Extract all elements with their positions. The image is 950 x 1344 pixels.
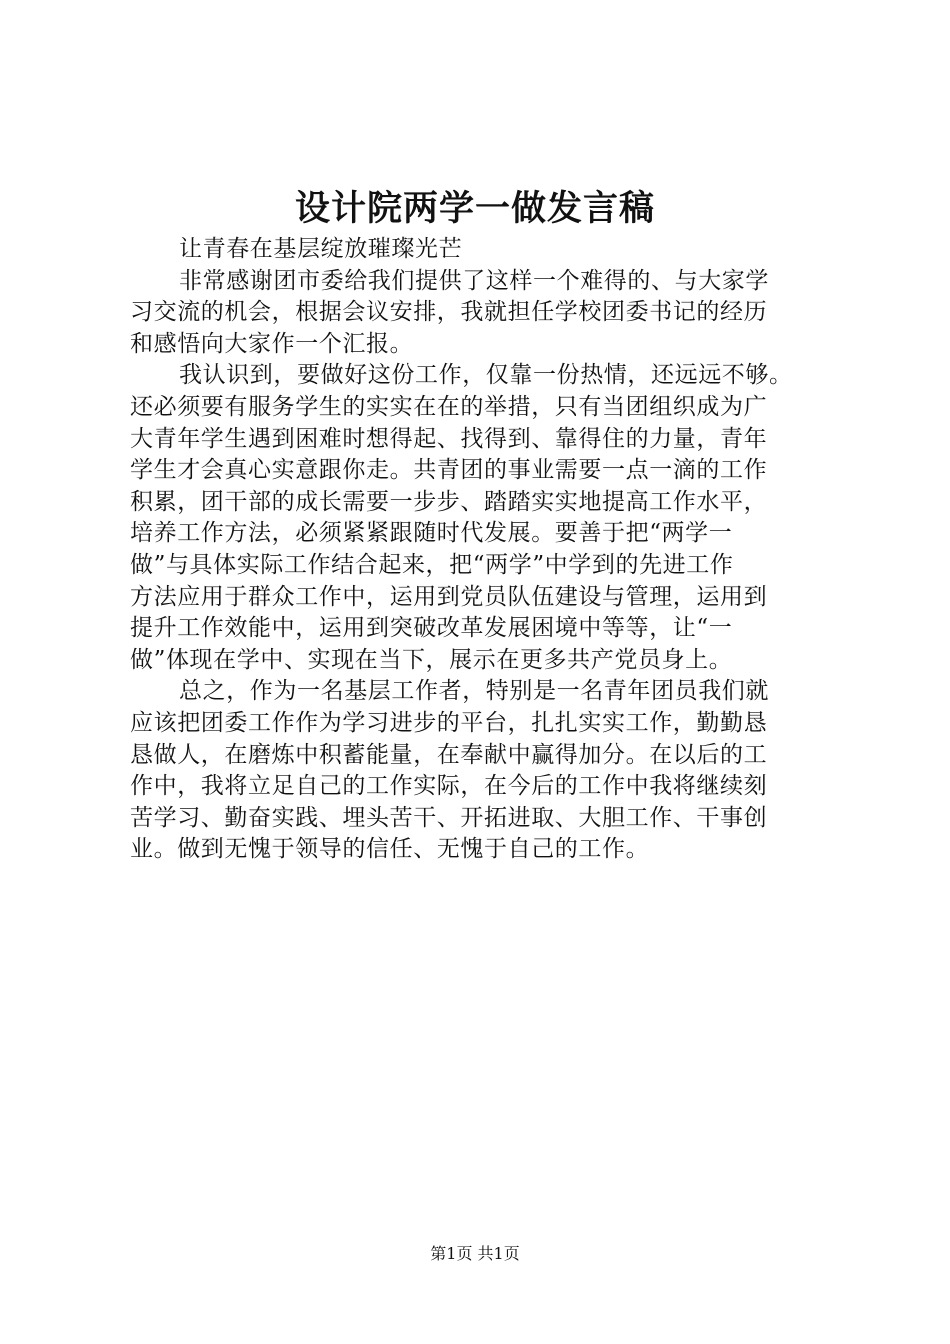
paragraph-2-line-2: 还必须要有服务学生的实实在在的举措，只有当团组织成为广 — [130, 393, 768, 420]
document-body — [130, 234, 850, 866]
subtitle-line: 让青春在基层绽放璀璨光芒 — [179, 236, 463, 262]
paragraph-3-line-5: 苦学习、勤奋实践、埋头苦干、开拓进取、大胆工作、干事创 — [130, 804, 768, 831]
paragraph-2-line-1: 我认识到，要做好这份工作，仅靠一份热情，还远远不够。 — [179, 362, 793, 389]
paragraph-1-line-2: 习交流的机会，根据会议安排，我就担任学校团委书记的经历 — [130, 299, 768, 326]
document-title: 设计院两学一做发言稿 — [294, 188, 655, 229]
paragraph-2-line-9: 提升工作效能中，运用到突破改革发展困境中等等，让“一 — [130, 615, 733, 642]
paragraph-1-line-3: 和感悟向大家作一个汇报。 — [130, 330, 414, 357]
paragraph-1-line-1: 非常感谢团市委给我们提供了这样一个难得的、与大家学 — [179, 267, 769, 294]
paragraph-2-line-6: 培养工作方法，必须紧紧跟随时代发展。要善于把“两学一 — [130, 520, 733, 547]
paragraph-2-line-5: 积累，团干部的成长需要一步步、踏踏实实地提高工作水平， — [130, 488, 768, 515]
paragraph-2-line-7: 做”与具体实际工作结合起来，把“两学”中学到的先进工作 — [130, 551, 734, 578]
paragraph-2-line-8: 方法应用于群众工作中，运用到党员队伍建设与管理，运用到 — [130, 583, 768, 610]
paragraph-3-line-2: 应该把团委工作作为学习进步的平台，扎扎实实工作，勤勤恳 — [130, 709, 768, 736]
paragraph-2-line-10: 做”体现在学中、实现在当下，展示在更多共产党员身上。 — [130, 646, 733, 673]
paragraph-3-line-3: 恳做人，在磨炼中积蓄能量，在奉献中赢得加分。在以后的工 — [130, 741, 768, 768]
paragraph-3-line-1: 总之，作为一名基层工作者，特别是一名青年团员我们就 — [179, 678, 769, 705]
paragraph-2-line-3: 大青年学生遇到困难时想得起、找得到、靠得住的力量，青年 — [130, 425, 768, 452]
paragraph-2-line-4: 学生才会真心实意跟你走。共青团的事业需要一点一滴的工作 — [130, 457, 768, 484]
paragraph-3-line-4: 作中，我将立足自己的工作实际，在今后的工作中我将继续刻 — [130, 773, 768, 800]
paragraph-3-line-6: 业。做到无愧于领导的信任、无愧于自己的工作。 — [130, 836, 650, 863]
page-number-footer: 第1页 共1页 — [430, 1244, 520, 1263]
